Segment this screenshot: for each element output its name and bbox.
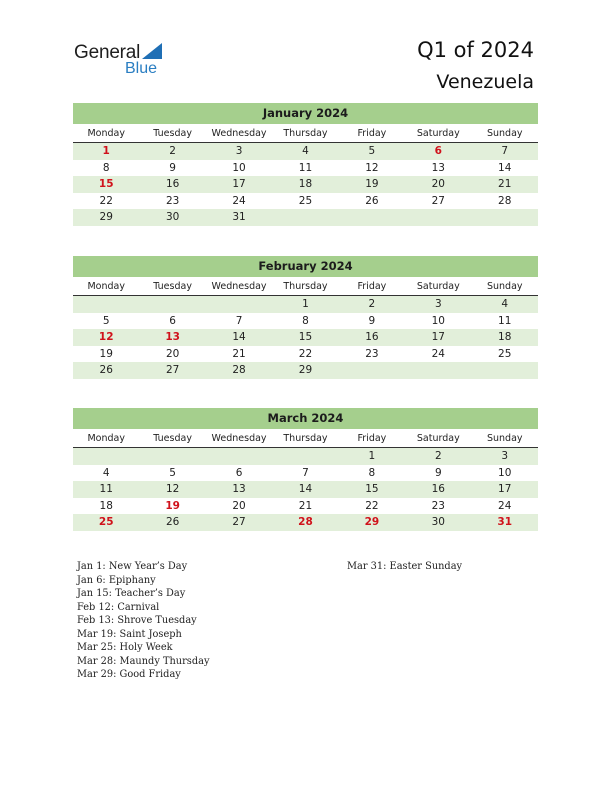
day-cell: 29: [298, 364, 313, 376]
logo: [74, 42, 158, 77]
day-cell: 10: [232, 161, 246, 174]
holiday-entry: Jan 6: Epiphany: [77, 574, 156, 586]
holiday-entry: Mar 19: Saint Joseph: [77, 628, 182, 640]
week-row: [73, 362, 538, 379]
weekday-label: Thursday: [283, 281, 328, 292]
logo-general-text: General: [74, 42, 141, 63]
day-cell: 28: [498, 194, 512, 207]
day-cell: [405, 209, 471, 226]
holiday-entry: Mar 28: Maundy Thursday: [77, 655, 210, 667]
week-row: [73, 143, 538, 160]
day-cell: 28: [232, 364, 246, 376]
day-cell: 9: [368, 314, 376, 327]
day-cell: 26: [165, 516, 180, 528]
weekday-label: Monday: [87, 281, 125, 292]
day-cell: 14: [232, 331, 246, 343]
day-cell: 23: [365, 347, 379, 360]
day-cell: 8: [102, 161, 110, 174]
day-cell: 17: [498, 483, 512, 495]
holiday-day-cell: 25: [98, 516, 114, 528]
page-title: Q1 of 2024: [417, 38, 534, 62]
day-cell: 24: [431, 347, 445, 360]
day-cell: 3: [235, 145, 243, 157]
weekday-label: Sunday: [486, 433, 523, 444]
day-cell: 21: [298, 499, 313, 512]
weekday-header-row: [73, 125, 538, 143]
day-cell: 14: [498, 161, 512, 174]
day-cell: 24: [232, 194, 246, 207]
week-row: [73, 498, 538, 515]
month-title: February 2024: [73, 256, 538, 277]
day-cell: 23: [165, 194, 180, 207]
weekday-label: Saturday: [416, 433, 460, 444]
day-cell: [472, 209, 538, 226]
day-cell: 10: [498, 466, 512, 479]
weekday-label: Sunday: [486, 128, 523, 139]
day-cell: 23: [431, 499, 445, 512]
weekday-label: Sunday: [486, 281, 523, 292]
day-cell: 8: [368, 466, 376, 479]
day-cell: 21: [232, 347, 246, 360]
week-row: [73, 346, 538, 363]
week-row: [73, 514, 538, 531]
month-february: [73, 256, 538, 379]
holiday-list-left: [77, 560, 209, 682]
holiday-day-cell: 29: [364, 516, 380, 528]
month-title: March 2024: [73, 408, 538, 429]
day-cell: 11: [298, 161, 313, 174]
day-cell: 6: [235, 466, 243, 479]
day-cell: 19: [365, 178, 379, 190]
weekday-label: Monday: [87, 128, 125, 139]
day-cell: [272, 209, 338, 226]
day-cell: 7: [501, 145, 509, 157]
day-cell: 9: [434, 466, 442, 479]
day-cell: 27: [232, 516, 246, 528]
weekday-label: Saturday: [416, 281, 460, 292]
week-row: [73, 296, 538, 313]
day-cell: 22: [365, 499, 379, 512]
day-cell: [339, 362, 405, 379]
day-cell: [339, 209, 405, 226]
day-cell: [73, 296, 139, 313]
weekday-label: Thursday: [283, 128, 328, 139]
month-march: [73, 408, 538, 531]
day-cell: [272, 448, 338, 465]
weekday-label: Wednesday: [211, 433, 267, 444]
weekday-label: Monday: [87, 433, 125, 444]
weekday-label: Wednesday: [211, 281, 267, 292]
holiday-day-cell: 15: [98, 178, 114, 190]
day-cell: 3: [501, 450, 509, 462]
week-row: [73, 313, 538, 330]
holiday-day-cell: 13: [165, 331, 180, 343]
day-cell: [472, 362, 538, 379]
day-cell: 11: [99, 483, 113, 495]
holiday-day-cell: 6: [434, 145, 442, 157]
day-cell: 14: [298, 483, 313, 495]
holiday-entry: Feb 12: Carnival: [77, 601, 160, 613]
day-cell: 25: [298, 194, 313, 207]
day-cell: 5: [368, 145, 376, 157]
holiday-entry: Mar 29: Good Friday: [77, 669, 181, 680]
day-cell: 15: [365, 483, 379, 495]
week-row: [73, 176, 538, 193]
weekday-label: Friday: [357, 433, 387, 444]
day-cell: 12: [365, 161, 379, 174]
day-cell: 8: [302, 314, 309, 327]
day-cell: 4: [302, 145, 309, 157]
holiday-entry: Feb 13: Shrove Tuesday: [77, 615, 197, 626]
day-cell: 15: [298, 331, 313, 343]
day-cell: 22: [99, 194, 113, 207]
day-cell: 19: [99, 347, 113, 360]
month-january: [73, 103, 538, 226]
day-cell: [73, 448, 139, 465]
weekday-label: Tuesday: [153, 433, 192, 444]
holiday-entry: Mar 25: Holy Week: [77, 642, 173, 653]
week-row: [73, 481, 538, 498]
day-cell: 29: [99, 211, 113, 223]
day-cell: 27: [165, 364, 180, 376]
day-cell: 21: [498, 178, 512, 190]
week-row: [73, 193, 538, 210]
holiday-day-cell: 31: [497, 516, 513, 528]
day-cell: 13: [431, 161, 445, 174]
day-cell: 5: [102, 314, 110, 327]
day-cell: 3: [434, 298, 442, 310]
day-cell: 16: [431, 483, 445, 495]
holiday-entry: Jan 15: Teacher’s Day: [77, 588, 186, 599]
month-title: January 2024: [73, 103, 538, 124]
weekday-label: Wednesday: [211, 128, 267, 139]
week-row: [73, 329, 538, 346]
holiday-day-cell: 1: [102, 145, 110, 157]
day-cell: [405, 362, 471, 379]
day-cell: 22: [298, 347, 313, 360]
day-cell: 10: [431, 314, 445, 327]
day-cell: 7: [235, 314, 243, 327]
day-cell: 1: [368, 450, 376, 462]
weekday-label: Thursday: [283, 433, 328, 444]
day-cell: 20: [431, 178, 445, 190]
weekday-label: Tuesday: [153, 128, 192, 139]
day-cell: 2: [368, 298, 376, 310]
day-cell: 9: [169, 161, 176, 174]
day-cell: 5: [169, 466, 176, 479]
holiday-list-right: [347, 560, 462, 574]
day-cell: 2: [169, 145, 176, 157]
day-cell: 17: [232, 178, 246, 190]
holiday-entry: Mar 31: Easter Sunday: [347, 561, 463, 572]
week-row: [73, 448, 538, 465]
week-row: [73, 160, 538, 177]
day-cell: [206, 448, 272, 465]
week-row: [73, 465, 538, 482]
week-row: [73, 209, 538, 226]
day-cell: 12: [165, 483, 180, 495]
weekday-label: Friday: [357, 128, 387, 139]
holiday-day-cell: 12: [98, 331, 114, 343]
day-cell: 16: [365, 331, 379, 343]
day-cell: 18: [498, 331, 512, 343]
day-cell: 17: [431, 331, 445, 343]
holiday-day-cell: 19: [165, 499, 180, 512]
day-cell: [139, 448, 205, 465]
day-cell: 13: [232, 483, 246, 495]
weekday-label: Saturday: [416, 128, 460, 139]
day-cell: [139, 296, 205, 313]
day-cell: 18: [298, 178, 313, 190]
day-cell: 26: [365, 194, 379, 207]
day-cell: 30: [431, 516, 445, 528]
day-cell: 2: [434, 450, 442, 462]
day-cell: 6: [169, 314, 176, 327]
holiday-day-cell: 28: [298, 516, 313, 528]
day-cell: 25: [498, 347, 512, 360]
day-cell: 24: [498, 499, 512, 512]
day-cell: 1: [302, 298, 309, 310]
day-cell: 7: [302, 466, 309, 479]
day-cell: 16: [165, 178, 180, 190]
day-cell: 18: [99, 499, 113, 512]
country-name: Venezuela: [436, 71, 534, 93]
day-cell: 26: [99, 364, 113, 376]
weekday-header-row: [73, 278, 538, 296]
day-cell: 4: [102, 466, 110, 479]
day-cell: 31: [232, 211, 246, 223]
day-cell: 20: [232, 499, 246, 512]
day-cell: 27: [431, 194, 445, 207]
day-cell: 11: [498, 314, 512, 327]
holiday-entry: Jan 1: New Year’s Day: [77, 561, 188, 572]
weekday-header-row: [73, 430, 538, 448]
weekday-label: Tuesday: [153, 281, 192, 292]
day-cell: [206, 296, 272, 313]
logo-triangle-icon: [142, 43, 162, 59]
day-cell: 30: [165, 211, 180, 223]
day-cell: 20: [165, 347, 180, 360]
day-cell: 4: [501, 298, 509, 310]
weekday-label: Friday: [357, 281, 387, 292]
logo-blue-text: Blue: [125, 60, 158, 77]
